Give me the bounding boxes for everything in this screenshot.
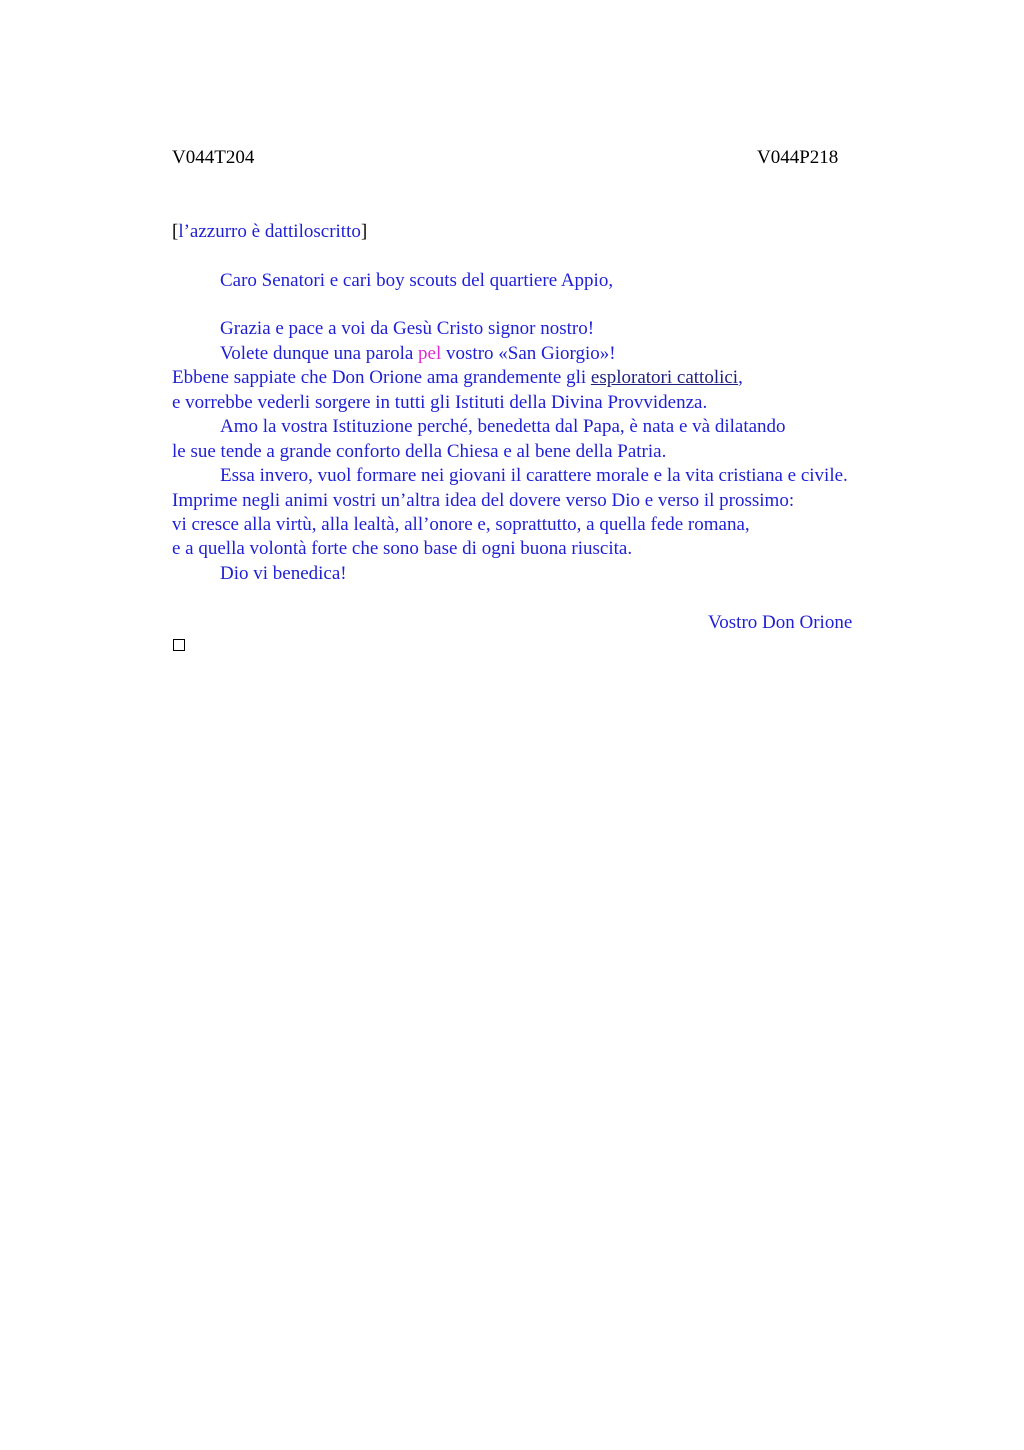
letter-line-2	[220, 342, 616, 366]
letter-line-2-start: Volete dunque una parola	[220, 343, 419, 364]
editorial-note-text: l’azzurro è dattiloscritto	[178, 221, 361, 242]
header-left-code: V044T204	[172, 147, 255, 168]
letter-line-8: Imprime negli animi vostri un’altra idea del dovere verso Dio e verso il prossimo:	[172, 490, 795, 511]
letter-line-10: e a quella volontà forte che sono base di ogni buona riuscita.	[172, 538, 633, 559]
letter-line-9: vi cresce alla virtù, alla lealtà, all’onore e, soprattutto, a quella fede romana,	[172, 514, 750, 535]
letter-line-4: e vorrebbe vederli sorgere in tutti gli Istituti della Divina Provvidenza.	[172, 392, 708, 413]
highlighted-word: pel	[418, 343, 442, 364]
letter-line-11: Dio vi benedica!	[220, 563, 347, 584]
letter-line-7: Essa invero, vuol formare nei giovani il carattere morale e la vita cristiana e civile.	[220, 465, 848, 486]
letter-line-1: Grazia e pace a voi da Gesù Cristo signor nostro!	[220, 318, 595, 339]
letter-line-2-end: vostro «San Giorgio»!	[441, 343, 616, 364]
letter-line-3	[172, 366, 743, 390]
letter-line-5: Amo la vostra Istituzione perché, benedetta dal Papa, è nata e và dilatando	[220, 416, 786, 437]
letter-line-6: le sue tende a grande conforto della Chiesa e al bene della Patria.	[172, 441, 667, 462]
header-right-code: V044P218	[757, 147, 839, 168]
underlined-phrase: esploratori cattolici	[590, 367, 739, 388]
end-marker-box	[173, 639, 185, 651]
editorial-note: [l’azzurro è dattiloscritto]	[172, 221, 368, 242]
letter-salutation: Caro Senatori e cari boy scouts del quartiere Appio,	[220, 270, 614, 291]
letter-line-3-start: Ebbene sappiate che Don Orione ama grandemente gli	[172, 367, 591, 388]
letter-signature: Vostro Don Orione	[708, 612, 853, 633]
letter-line-3-end: ,	[738, 367, 743, 388]
